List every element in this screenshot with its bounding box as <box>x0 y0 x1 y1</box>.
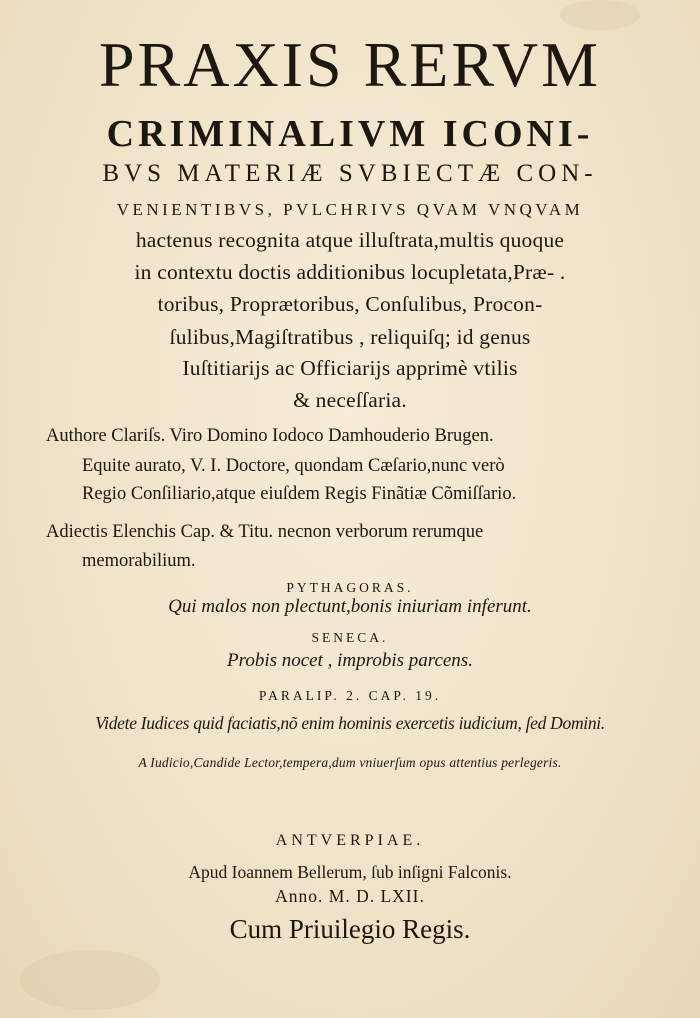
body-line-3: toribus, Proprætoribus, Conſulibus, Procon- <box>157 292 543 316</box>
body-line-4: ſulibus,Magiſtratibus , reliquiſq; id genus <box>169 325 531 349</box>
quote-text-paralip: Videte Iudices quid faciatis,nõ enim hominis exercetis iudicium, ſed Domini. <box>95 713 605 733</box>
imprint-publisher: Apud Ioannem Bellerum, ſub inſigni Falconis. <box>188 862 512 882</box>
quote-source-seneca: SENECA. <box>311 630 389 645</box>
body-line-5: Iuſtitiarijs ac Officiarijs apprimè vtilis <box>182 356 518 380</box>
privilege-line: Cum Priuilegio Regis. <box>229 914 471 944</box>
author-line-3: Regio Conſiliario,atque eiuſdem Regis Finãtiæ Cõmiſſario. <box>82 484 517 504</box>
paper-stain <box>560 0 640 30</box>
quote-text-seneca: Probis nocet , improbis parcens. <box>227 650 473 671</box>
reader-note: A Iudicio,Candide Lector,tempera,dum vniuerſum opus attentius perlegeris. <box>138 755 562 770</box>
body-line-1: hactenus recognita atque illuſtrata,multis quoque <box>135 228 565 252</box>
paper-stain <box>20 950 160 1010</box>
title-line-2: CRIMINALIVM ICONI- <box>106 113 594 155</box>
quote-source-pythagoras: PYTHAGORAS. <box>286 580 414 595</box>
imprint-year: Anno. M. D. LXII. <box>275 886 425 906</box>
body-line-6: & neceſſaria. <box>293 388 407 412</box>
quote-source-paralip: PARALIP. 2. CAP. 19. <box>258 688 442 703</box>
author-line-4: Adiectis Elenchis Cap. & Titu. necnon verborum rerumque <box>46 522 484 542</box>
title-line-1: PRAXIS RERVM <box>98 29 602 100</box>
quote-text-pythagoras: Qui malos non plectunt,bonis iniuriam inferunt. <box>168 596 532 617</box>
author-line-1: Authore Clariſs. Viro Domino Iodoco Damhouderio Brugen. <box>46 426 494 446</box>
title-line-4: VENIENTIBVS, PVLCHRIVS QVAM VNQVAM <box>116 200 584 219</box>
imprint-city: ANTVERPIAE. <box>275 832 425 849</box>
author-line-2: Equite aurato, V. I. Doctore, quondam Cæſario,nunc verò <box>82 456 505 476</box>
title-line-3: BVS MATERIÆ SVBIECTÆ CON- <box>102 160 598 187</box>
author-line-5: memorabilium. <box>82 551 196 571</box>
body-line-2: in contextu doctis additionibus locupletata,Præ- . <box>134 260 566 284</box>
